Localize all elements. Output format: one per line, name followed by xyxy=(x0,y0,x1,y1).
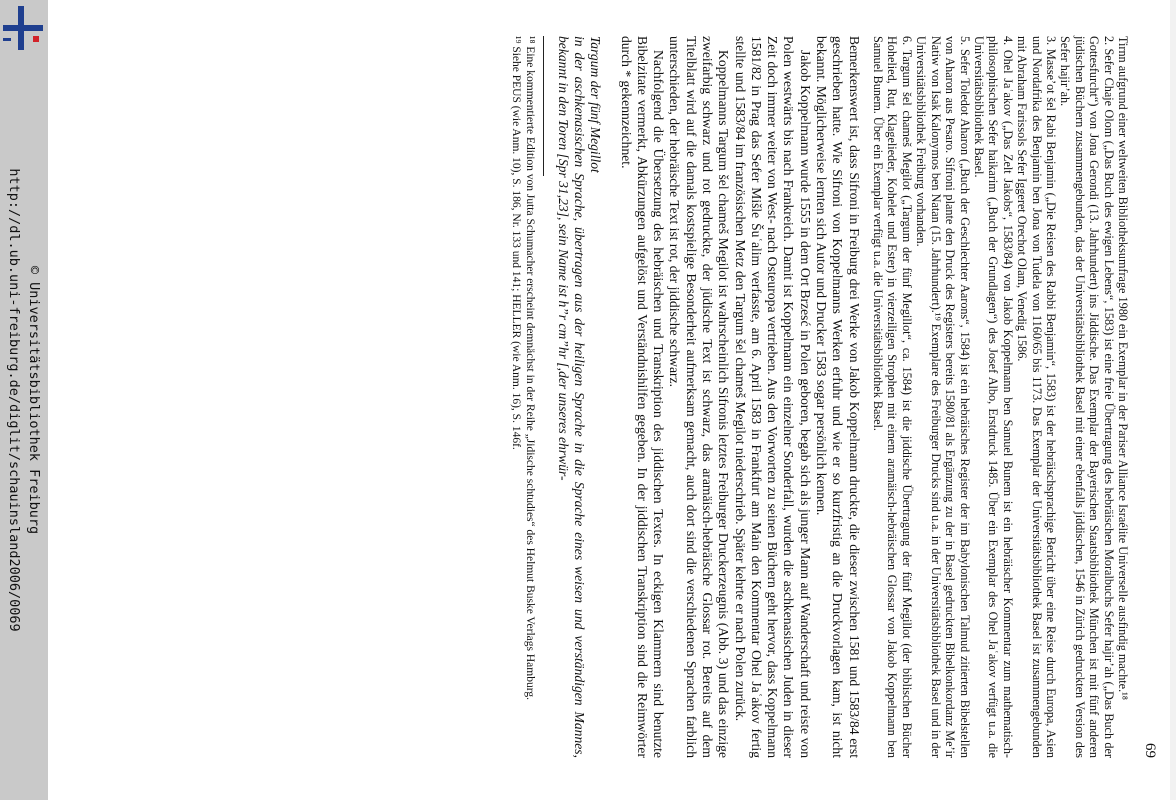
source-url[interactable]: http://dl.ub.uni-freiburg.de/diglit/schauinsland2006/0069 xyxy=(6,168,22,632)
paragraph-8: Jakob Koppelmann wurde 1555 in dem Ort Brzesć in Polen geboren, begab sich als junger Mann auf Wanderschaft und reiste von Polen westwärts bis nach Frankreich. Damit ist Koppelmann ein einzelner Sonderfall, wurden die aschkenasischen Juden in dieser Zeit doch immer weiter von West- nach Osteuropa vertrieben. Aus den Vorworten zu seinen Büchern geht hervor, dass Koppelmann 1581/82 in Prag das Sefer Mišle Šuʿalim verfasste, am 6. April 1583 in Frankfurt am Main den Kommentar Ohel Jaʿakov fertig stellte und 1583/84 im französischen Metz den Targum šel chameš Megilot niederschrieb. Später kehrte er nach Polen zurück. xyxy=(732,36,813,758)
page-number: 69 xyxy=(1142,743,1158,758)
paragraph-5: 5. Sefer Toledot Aharon („Buch der Geschlechter Aarons“, 1584) ist ein hebräisches Register der im Babylonischen Talmud zitierten Bibelstellen von Aharon aus Pesaro. Sifroni plante den Druck des Registers bereits 1580/81 als Ergänzung zu der in Basel gedruckten Bibelkonkordanz Me’ir Natiw von Isak Kalonymos ben Natan (15. Jahrhundert).¹⁹ Exemplare des Freiburger Drucks sind u.a. in der Universitätsbibliothek Basel und in der Universitätsbibliothek Freiburg vorhanden. xyxy=(914,36,972,758)
source-url-container xyxy=(4,0,24,800)
paragraph-2: 2. Sefer Chaje Olom („Das Buch des ewigen Lebens“, 1583) ist eine freie Übertragung des hebräischen Moralbuchs Sefer hajir’ah („Das Buch der Gottesfurcht“) von Jona Gerondi (13. Jahrhundert) ins Jiddische. Das Exemplar der Bayerischen Staatsbibliothek München ist mit fünf anderen jüdischen Büchern zusammengebunden, das der Universitätsbibliothek Basel mit einer ebenfalls jiddischen, 1546 in Zürich gedruckten Version des Sefer hajir’ah. xyxy=(1058,36,1116,758)
translation-quote: in der aschkenasischen Sprache, übertragen aus der heiligen Sprache in die Sprache eines weisen und verständigen Mannes, bekannt in den Toren [Spr 31,23], sein Name ist h”r cm”hr [,der unseres ehrwür- xyxy=(555,36,587,758)
paragraph-6: 6. Targum šel chameš Megilot („Targum der fünf Megillot“, ca. 1584) ist die jiddische Übertragung der fünf Megillot (der biblischen Bücher Hohelied, Rut, Klagelieder, Kohelet und Ester) in vierzeiligen Strophen mit einem aramäisch-hebräischen Glossar von Jakob Koppelmann ben Samuel Bunem. Über ein Exemplar verfügt u.a. die Universitätsbibliothek Basel. xyxy=(871,36,914,758)
copyright-notice: © Universitätsbibliothek Freiburg xyxy=(26,265,42,535)
paragraph-10: Nachfolgend die Übersetzung des hebräischen und Transkription des jiddischen Textes. In eckigen Klammern sind benutzte Bibelzitate vermerkt, Abkürzungen aufgelöst und Verständnishilfen gegeben. In der jiddischen Transkription sind die Reimwörter durch * gekennzeichnet. xyxy=(618,36,667,758)
footnote-rule xyxy=(543,36,544,176)
copyright-container xyxy=(24,0,44,800)
paragraph-9: Koppelmanns Targum šel chameš Megilot ist wahrscheinlich Sifronis letztes Freiburger Druckerzeugnis (Abb. 3) und das einzige zweifarbig schwarz und rot gedruckte, der jüdische Text ist schwarz, das aramäisch-hebräische Glossar rot. Bereits auf dem Titelblatt wird auf die damals kostspielige Besonderheit aufmerksam gemacht, auch dort sind die verschiedenen Sprachen farblich unterschieden, der hebräische Text ist rot, der jiddische schwarz. xyxy=(667,36,732,758)
paragraph-7: Bemerkenswert ist, dass Sifroni in Freiburg drei Werke von Jakob Koppelmann druckte, die dieser zwischen 1581 und 1583/84 erst geschrieben hatte. Wie Sifroni von Koppelmanns Werken erfuhr und wie er so kurzfristig an die Druckvorlagen kam, ist nicht bekannt. Möglicherweise lernten sich Autor und Drucker 1583 sogar persönlich kennen. xyxy=(814,36,862,758)
page-body xyxy=(509,36,1130,758)
viewer-sidebar xyxy=(0,0,48,800)
paragraph-3: 3. Masse’ot šel Rabi Benjamin („Die Reisen des Rabbi Benjamin“, 1583) ist der hebräischsprachige Bericht über eine Reise durch Europa, Asien und Nordafrika des Benjamin ben Jona von Tudela von 1160/65 bis 1173. Das Exemplar der Universitätsbibliothek Basel ist zusammengebunden mit Abraham Farissols Sefer Iggeret Orechot Olam, Venedig 1586. xyxy=(1015,36,1058,758)
rotated-page-content xyxy=(170,8,1170,788)
footnote-18: ¹⁸ Eine kommentierte Edition von Jutta Schumacher erscheint demnächst in der Reihe „Jidische schtudies“ des Helmut Buske Verlags Hamburg. xyxy=(524,36,537,700)
footnote-19: ¹⁹ Siehe PEUS (wie Anm. 10), S. 186, Nr. 133 und 141; HELLER (wie Anm. 16), S. 146f. xyxy=(510,36,523,450)
paragraph-1: Tirnn aufgrund einer weltweiten Bibliotheksumfrage 1980 ein Exemplar in der Pariser Alliance Israélite Universelle ausfindig machte.¹⁸ xyxy=(1116,36,1130,701)
section-heading: Targum der fünf Megillot xyxy=(588,36,604,173)
paragraph-4: 4. Ohel Jaʿakov („Das Zelt Jakobs“, 1583/84) von Jakob Koppelmann ben Samuel Bunem ist ein hebräischer Kommentar zum mathematisch-philosophischen Sefer haikarim („Buch der Grundlagen“) des Josef Albo, Erstdruck 1485. Über ein Exemplar des Ohel Jaʿakov verfügt u.a. die Universitätsbibliothek Basel. xyxy=(971,36,1015,758)
right-edge-strip xyxy=(1170,0,1176,800)
scanned-page xyxy=(170,8,1170,788)
